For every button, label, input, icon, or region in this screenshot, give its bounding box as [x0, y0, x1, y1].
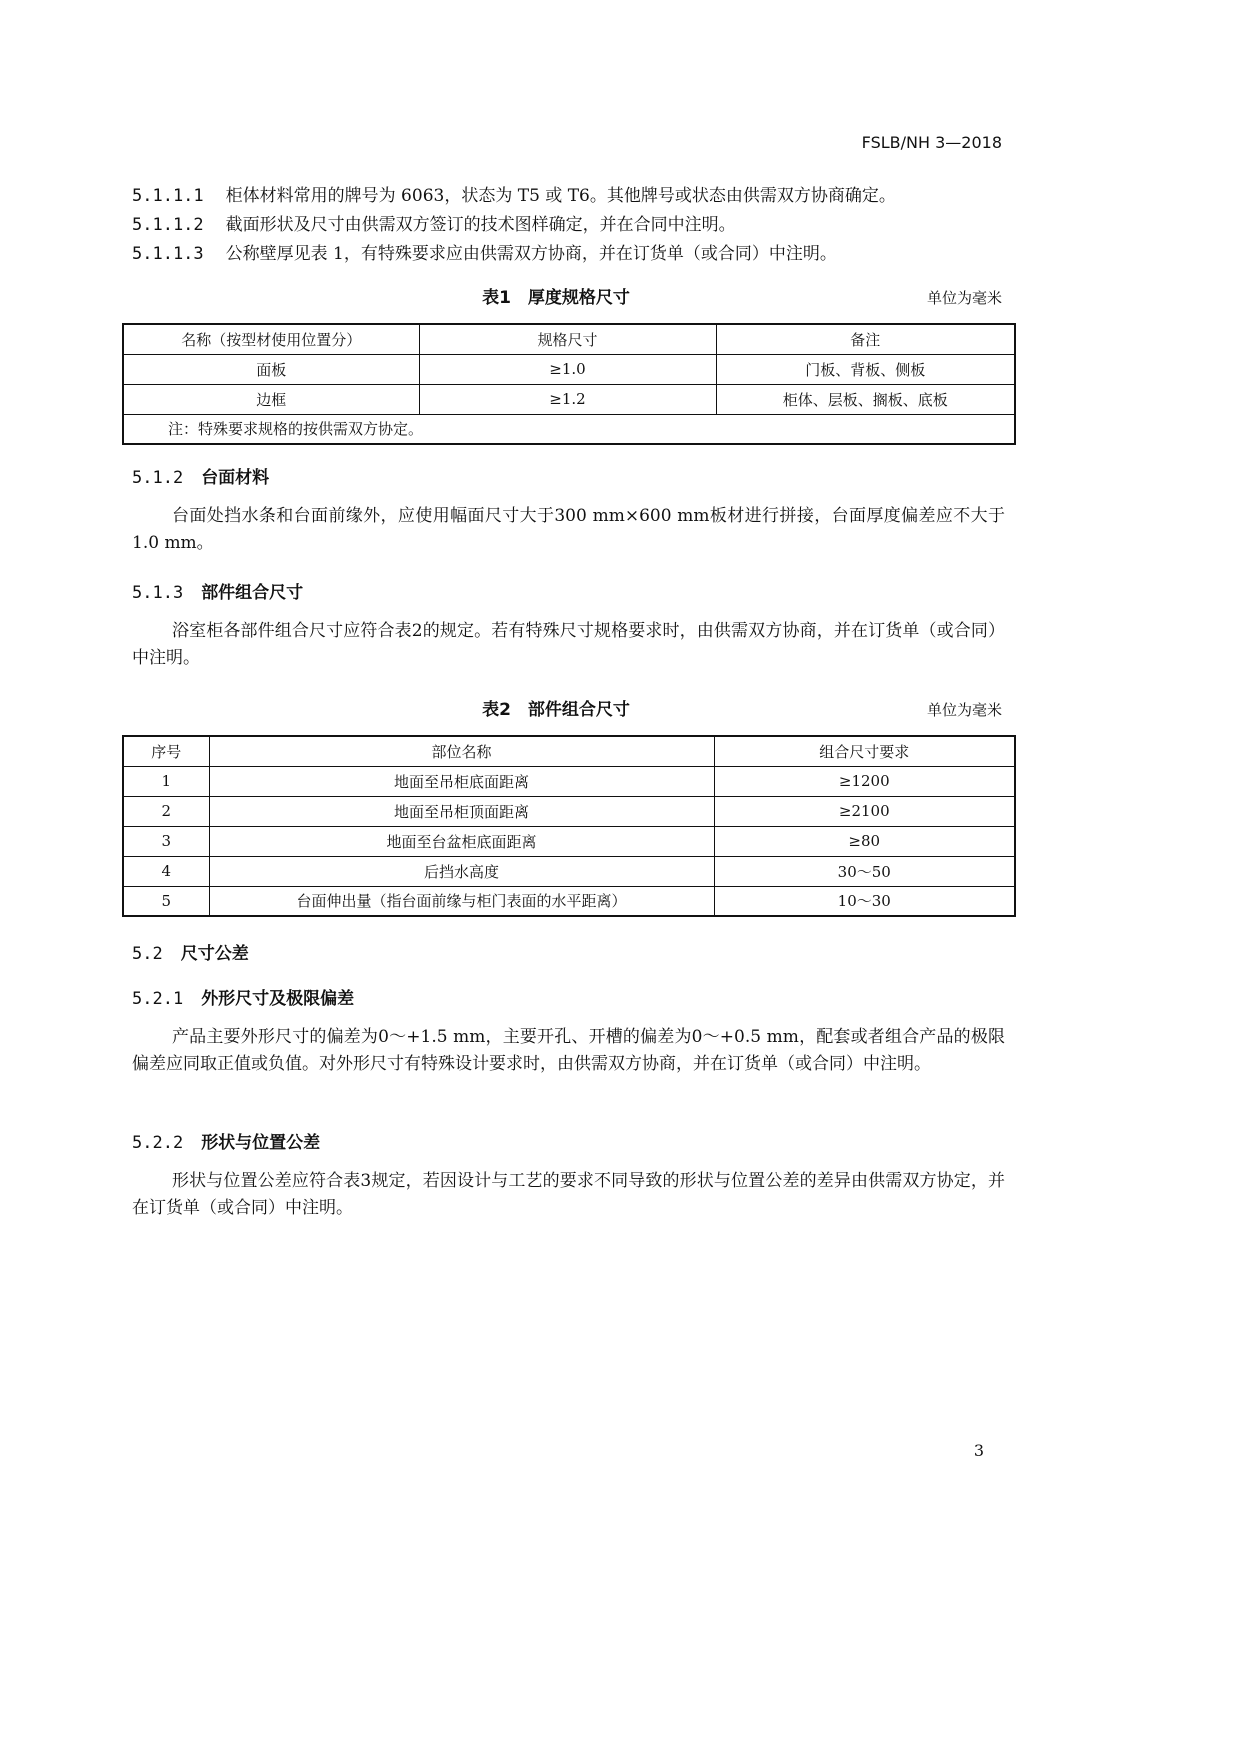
table2-cell: 后挡水高度	[209, 856, 714, 886]
table2-cell: 5	[123, 886, 209, 916]
heading-5-2-2	[132, 1128, 320, 1153]
table2-header-row	[123, 736, 1015, 766]
section-number: 5.1.2	[132, 468, 184, 488]
clause-5-1-1-3	[132, 239, 837, 264]
section-number: 5.2	[132, 944, 163, 964]
table1-unit: 单位为毫米	[926, 289, 1002, 307]
table1-note: 注：特殊要求规格的按供需双方协定。	[123, 414, 1015, 444]
section-title: 尺寸公差	[180, 944, 249, 964]
table2-cell: 地面至吊柜底面距离	[209, 766, 714, 796]
section-number: 5.2.1	[132, 989, 184, 1009]
table-row	[123, 856, 1015, 886]
table2-cell: ≥2100	[714, 796, 1015, 826]
clause-number: 5.1.1.2	[132, 215, 204, 235]
table1-caption: 表1 厚度规格尺寸	[482, 288, 630, 308]
paragraph-5-2-1: 产品主要外形尺寸的偏差为0～+1.5 mm，主要开孔、开槽的偏差为0～+0.5 mm，配套或者组合产品的极限偏差应同取正值或负值。对外形尺寸有特殊设计要求时，由供需双方协商，并在订货单（或合同）中注明。	[132, 1027, 1005, 1074]
paragraph-5-1-2: 台面处挡水条和台面前缘外，应使用幅面尺寸大于300 mm×600 mm板材进行拼接，台面厚度偏差应不大于1.0 mm。	[132, 506, 1005, 553]
table2-cell: ≥80	[714, 826, 1015, 856]
table-row	[123, 354, 1015, 384]
table-row	[123, 826, 1015, 856]
table2-cell: 台面伸出量（指台面前缘与柜门表面的水平距离）	[209, 886, 714, 916]
table2-cell: ≥1200	[714, 766, 1015, 796]
heading-5-1-3	[132, 578, 303, 603]
table1	[122, 323, 1016, 445]
section-title: 部件组合尺寸	[201, 583, 304, 603]
paragraph-5-1-3: 浴室柜各部件组合尺寸应符合表2的规定。若有特殊尺寸规格要求时，由供需双方协商，并在订货单（或合同）中注明。	[132, 621, 1005, 668]
table2-header-cell: 部位名称	[209, 736, 714, 766]
table1-header-cell: 备注	[716, 324, 1015, 354]
section-title: 台面材料	[201, 468, 270, 488]
table1-header-row	[123, 324, 1015, 354]
table1-cell: 柜体、层板、搁板、底板	[716, 384, 1015, 414]
heading-5-2-1	[132, 984, 354, 1009]
heading-5-1-2	[132, 463, 269, 488]
page-number: 3	[973, 1441, 984, 1460]
standard-code: FSLB/NH 3—2018	[861, 133, 1002, 152]
table2-cell: 3	[123, 826, 209, 856]
table2-cell: 地面至吊柜顶面距离	[209, 796, 714, 826]
table-row	[123, 384, 1015, 414]
table1-cell: 面板	[123, 354, 419, 384]
table2-caption: 表2 部件组合尺寸	[482, 700, 630, 720]
table1-cell: ≥1.0	[419, 354, 716, 384]
table2-cell: 地面至台盆柜底面距离	[209, 826, 714, 856]
clause-5-1-1-1	[132, 181, 896, 206]
table2-cell: 2	[123, 796, 209, 826]
clause-5-1-1-2	[132, 210, 736, 235]
table1-cell: 门板、背板、侧板	[716, 354, 1015, 384]
table-row	[123, 886, 1015, 916]
section-number: 5.1.3	[132, 583, 184, 603]
table-row	[123, 796, 1015, 826]
clause-number: 5.1.1.1	[132, 186, 204, 206]
table2-header-cell: 组合尺寸要求	[714, 736, 1015, 766]
table-row	[123, 766, 1015, 796]
table1-header-cell: 名称（按型材使用位置分）	[123, 324, 419, 354]
clause-number: 5.1.1.3	[132, 244, 204, 264]
table1-cell: 边框	[123, 384, 419, 414]
table2	[122, 735, 1016, 917]
clause-text: 截面形状及尺寸由供需双方签订的技术图样确定，并在合同中注明。	[225, 215, 736, 235]
table2-unit: 单位为毫米	[926, 701, 1002, 719]
section-title: 形状与位置公差	[201, 1133, 321, 1153]
paragraph-5-2-2: 形状与位置公差应符合表3规定，若因设计与工艺的要求不同导致的形状与位置公差的差异由供需双方协定，并在订货单（或合同）中注明。	[132, 1171, 1005, 1218]
heading-5-2	[132, 939, 249, 964]
table1-cell: ≥1.2	[419, 384, 716, 414]
section-title: 外形尺寸及极限偏差	[201, 989, 355, 1009]
table1-note-row	[123, 414, 1015, 444]
table2-cell: 1	[123, 766, 209, 796]
table2-header-cell: 序号	[123, 736, 209, 766]
clause-text: 公称壁厚见表 1，有特殊要求应由供需双方协商，并在订货单（或合同）中注明。	[225, 244, 837, 264]
section-number: 5.2.2	[132, 1133, 184, 1153]
clause-text: 柜体材料常用的牌号为 6063，状态为 T5 或 T6。其他牌号或状态由供需双方协商确定。	[225, 186, 896, 206]
table1-header-cell: 规格尺寸	[419, 324, 716, 354]
table2-cell: 10～30	[714, 886, 1015, 916]
table2-cell: 4	[123, 856, 209, 886]
table2-cell: 30～50	[714, 856, 1015, 886]
